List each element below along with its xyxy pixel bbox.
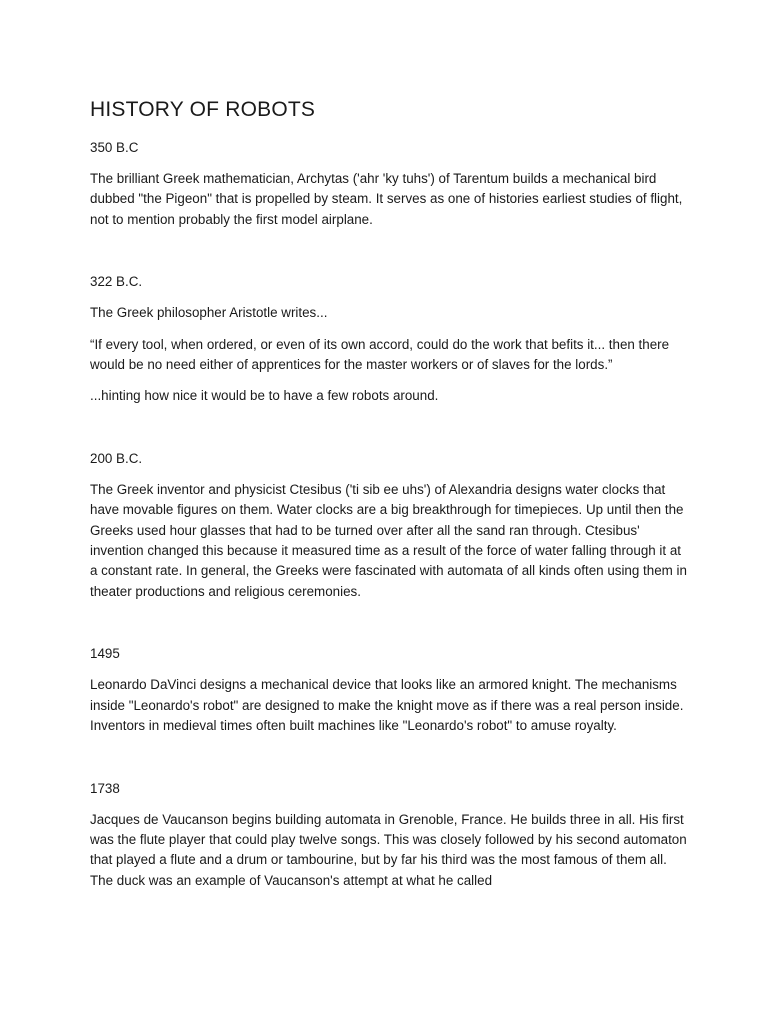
- section-1738: [90, 779, 690, 892]
- section-year: 350 B.C: [90, 140, 139, 155]
- document-body: [90, 96, 690, 902]
- section-322bc: [90, 272, 690, 407]
- section-year: 1738: [90, 780, 120, 796]
- section-year: 1495: [90, 646, 120, 662]
- document-title: HISTORY OF ROBOTS: [90, 98, 316, 121]
- section-paragraph: The brilliant Greek mathematician, Archytas ('ahr 'ky tuhs') of Tarentum builds a mechanical bird dubbed "the Pigeon" that is propelled by steam. It serves as one of histories earliest studies of flight, not to mention probably the first model airplane.: [90, 171, 683, 227]
- section-200bc: [90, 449, 690, 602]
- section-year: 200 B.C.: [90, 450, 143, 466]
- section-1495: [90, 644, 690, 736]
- section-spacer: [90, 418, 690, 449]
- section-paragraph: ...hinting how nice it would be to have a few robots around.: [90, 388, 439, 404]
- section-paragraph: The Greek inventor and physicist Ctesibus ('ti sib ee uhs') of Alexandria designs water clocks that have movable figures on them. Water clocks are a big breakthrough for timepieces. Up until then the Greeks used hour glasses that had to be turned over after all the sand ran through. Ctesibus' invention changed this because it measured time as a result of the force of water falling through it at a constant rate. In general, the Greeks were fascinated with automata of all kinds often using them in theater productions and religious ceremonies.: [90, 481, 687, 599]
- section-quote: “If every tool, when ordered, or even of its own accord, could do the work that befits it... then there would be no need either of apprentices for the master workers or of slaves for the lords.”: [90, 336, 670, 373]
- section-350bc: [90, 138, 690, 230]
- section-spacer: [90, 613, 690, 644]
- section-paragraph: Jacques de Vaucanson begins building automata in Grenoble, France. He builds three in all. His first was the flute player that could play twelve songs. This was closely followed by his second automaton that played a flute and a drum or tambourine, but by far his third was the most famous of them all. The duck was an example of Vaucanson's attempt at what he called: [90, 811, 687, 888]
- section-spacer: [90, 241, 690, 272]
- section-spacer: [90, 748, 690, 779]
- section-paragraph: Leonardo DaVinci designs a mechanical device that looks like an armored knight. The mechanisms inside "Leonardo's robot" are designed to make the knight move as if there was a real person inside. Inventors in medieval times often built machines like "Leonardo's robot" to amuse royalty.: [90, 677, 684, 734]
- section-year: 322 B.C.: [90, 274, 143, 290]
- section-paragraph: The Greek philosopher Aristotle writes...: [90, 305, 328, 321]
